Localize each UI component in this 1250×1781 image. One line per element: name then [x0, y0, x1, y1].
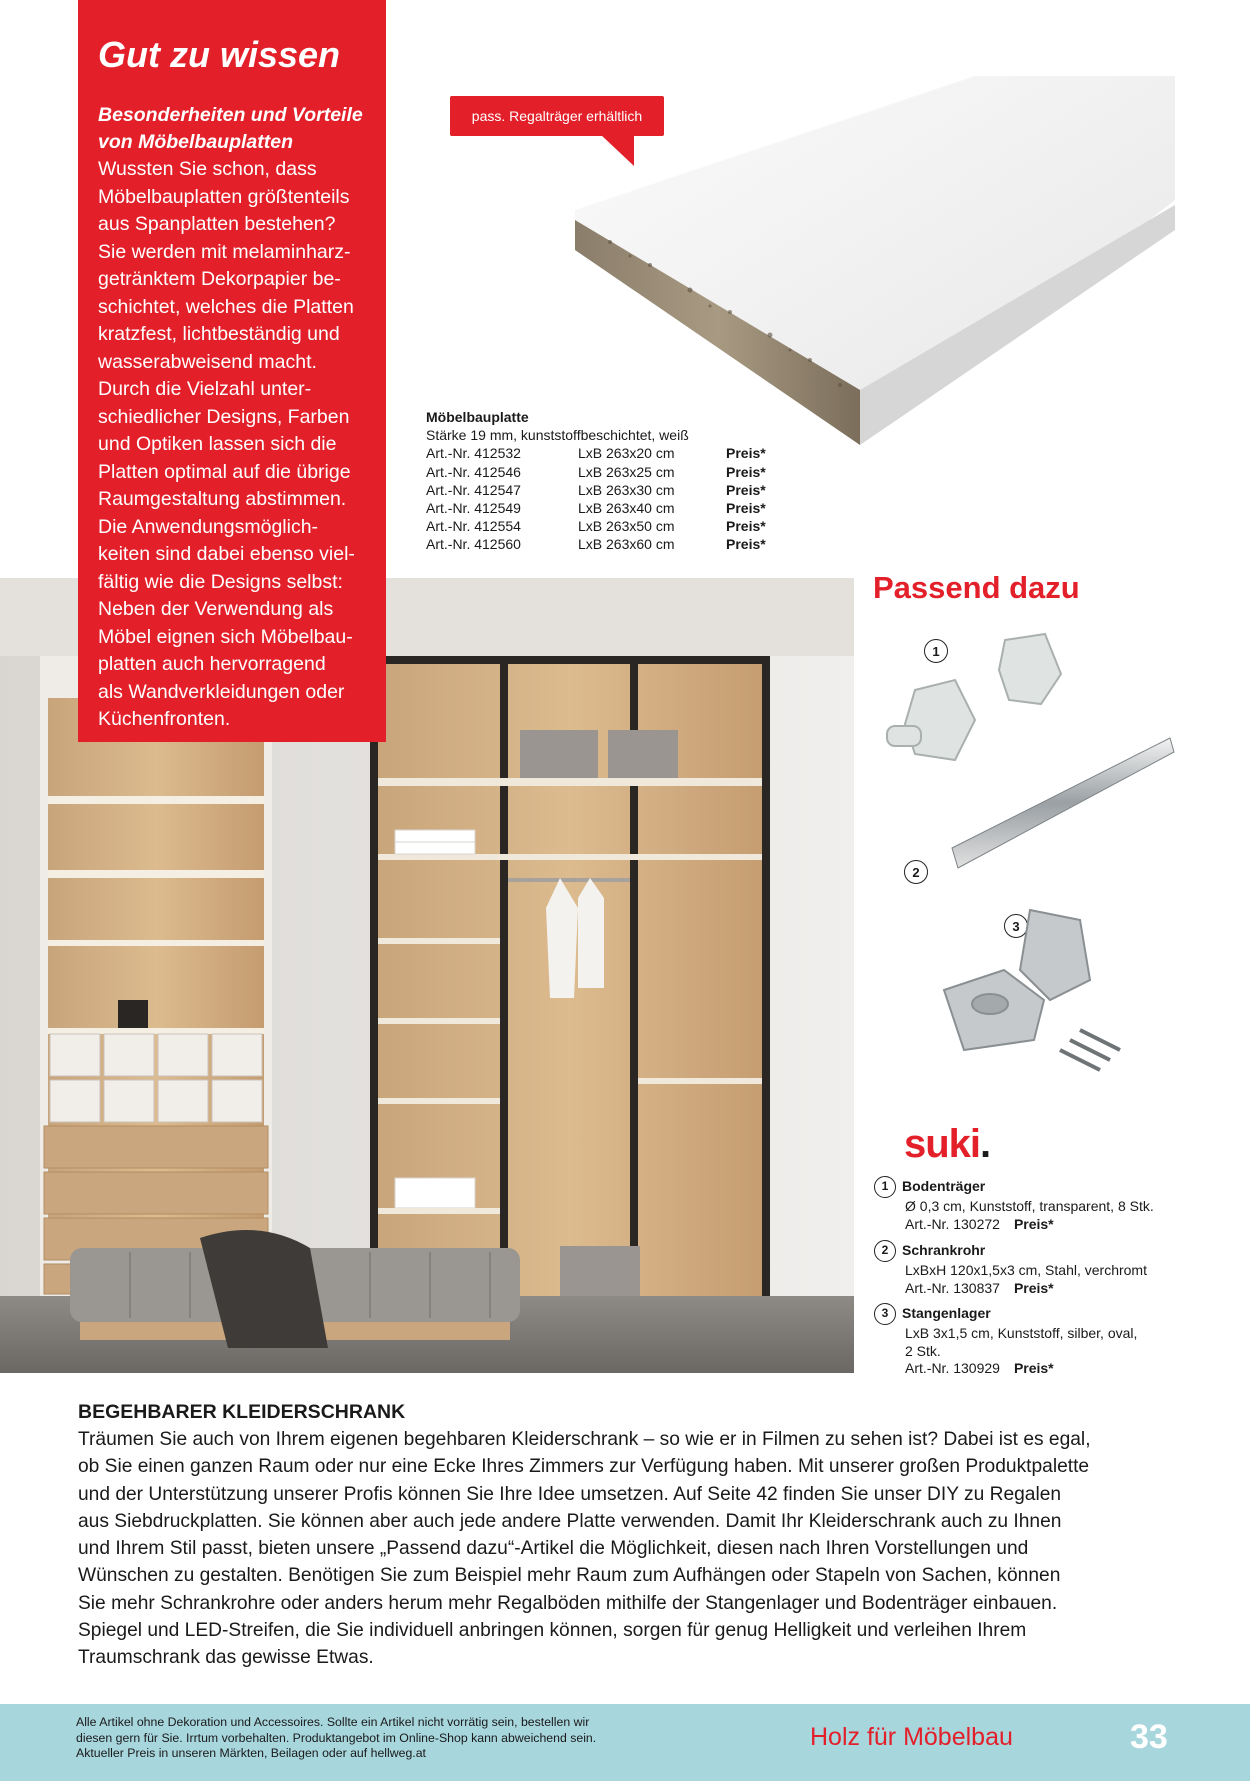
art-number: Art.-Nr. 412532: [426, 445, 521, 462]
item-price: Preis*: [1013, 1279, 1054, 1296]
product-description: Stärke 19 mm, kunststoffbeschichtet, weiß: [426, 427, 689, 444]
tag-pointer: [600, 134, 640, 170]
article-line: Träumen Sie auch von Ihrem eigenen begehbaren Kleiderschrank – so wie er in Filmen zu sehen ist? Dabei ist es egal,: [78, 1429, 1091, 1450]
price: Preis*: [726, 536, 766, 553]
spec-row: [426, 517, 786, 535]
item-name: Stangenlager: [902, 1305, 991, 1322]
size: LxB 263x60 cm: [578, 536, 675, 553]
accessory-item: [874, 1240, 1214, 1297]
marker-3: 3: [1004, 914, 1028, 938]
size: LxB 263x40 cm: [578, 500, 675, 517]
spec-row: [426, 463, 786, 481]
info-box-subtitle: von Möbelbauplatten: [98, 131, 293, 153]
price: Preis*: [726, 445, 766, 462]
item-art-line: [874, 1280, 1214, 1298]
body-line: Küchenfronten.: [98, 708, 231, 730]
size: LxB 263x30 cm: [578, 481, 675, 498]
body-line: Möbel eignen sich Möbelbau-: [98, 625, 353, 648]
article-line: und Ihrem Stil passt, bieten unsere „Passend dazu“-Artikel die Möglichkeit, diesen nach Ihren Vorstellungen und: [78, 1538, 1029, 1560]
body-line: schiedlicher Designs, Farben: [98, 405, 350, 428]
disclaimer-line: Alle Artikel ohne Dekoration und Accessoires. Sollte ein Artikel nicht vorrätig sein, bestellen wir: [76, 1715, 590, 1729]
item-art: Art.-Nr. 130272: [905, 1215, 1000, 1232]
info-box-body: [98, 156, 366, 734]
article-title: BEGEHBARER KLEIDERSCHRANK: [78, 1401, 406, 1423]
item-art: Art.-Nr. 130929: [905, 1360, 1000, 1376]
body-line: und Optiken lassen sich die: [98, 433, 337, 455]
item-price: Preis*: [1013, 1215, 1054, 1232]
article-line: Traumschrank das gewisse Etwas.: [78, 1647, 374, 1669]
wardrobe-rod-image: [948, 728, 1178, 878]
body-line: aus Spanplatten bestehen?: [98, 213, 336, 235]
art-number: Art.-Nr. 412554: [426, 518, 521, 535]
info-box-subtitle: Besonderheiten und Vorteile: [98, 104, 363, 126]
accessory-item: [874, 1303, 1214, 1378]
body-line: wasserabweisend macht.: [98, 350, 317, 373]
item-number: 3: [874, 1303, 896, 1325]
item-desc: LxBxH 120x1,5x3 cm, Stahl, verchromt: [905, 1262, 1147, 1278]
rod-holder-image: [940, 900, 1140, 1100]
article-line: und der Unterstützung unserer Profis können Sie Ihre Idee umsetzen. Auf Seite 42 finden Sie unser DIY zu Regalen: [78, 1483, 1062, 1505]
spec-row: [426, 535, 786, 553]
art-number: Art.-Nr. 412560: [426, 536, 521, 553]
item-name: Schrankrohr: [902, 1242, 986, 1259]
accessory-item: [874, 1176, 1214, 1233]
article-body: [78, 1426, 1178, 1672]
body-line: platten auch hervorragend: [98, 653, 326, 675]
art-number: Art.-Nr. 412546: [426, 463, 521, 480]
size: LxB 263x25 cm: [578, 463, 675, 480]
body-line: Die Anwendungsmöglich-: [98, 515, 319, 538]
article-line: Sie mehr Schrankrohre oder anders herum mehr Regalböden mithilfe der Stangenlager und Bodenträger einbauen.: [78, 1592, 1058, 1614]
body-line: Sie werden mit melaminharz-: [98, 240, 351, 263]
art-number: Art.-Nr. 412547: [426, 481, 521, 498]
body-line: getränktem Dekorpapier be-: [98, 268, 341, 290]
brand-dot: .: [980, 1122, 991, 1166]
marker-1: 1: [924, 639, 948, 663]
item-name: Bodenträger: [902, 1178, 986, 1195]
article-line: Wünschen zu gestalten. Benötigen Sie zum Beispiel mehr Raum zum Aufhängen oder Stapeln von Sachen, können: [78, 1565, 1061, 1587]
size: LxB 263x20 cm: [578, 445, 675, 462]
matching-items-title: Passend dazu: [873, 570, 1080, 605]
body-line: Raumgestaltung abstimmen.: [98, 488, 347, 510]
body-line: Möbelbauplatten größtenteils: [98, 185, 350, 208]
footer-disclaimer: [76, 1715, 696, 1762]
page-number: 33: [1130, 1718, 1168, 1756]
item-desc: LxB 3x1,5 cm, Kunststoff, silber, oval,: [905, 1325, 1138, 1341]
body-line: fältig wie die Designs selbst:: [98, 570, 343, 593]
good-to-know-box: [78, 0, 386, 742]
body-line: Wussten Sie schon, dass: [98, 158, 317, 180]
item-art: Art.-Nr. 130837: [905, 1279, 1000, 1296]
shelf-support-tag: pass. Regalträger erhältlich: [450, 96, 664, 136]
spec-row: [426, 481, 786, 499]
body-line: keiten sind dabei ebenso viel-: [98, 543, 355, 565]
item-number: 1: [874, 1176, 896, 1198]
body-line: Neben der Verwendung als: [98, 598, 334, 620]
disclaimer-line: diesen gern für Sie. Irrtum vorbehalten. Produktangebot im Online-Shop kann abweichend sein.: [76, 1730, 597, 1745]
price: Preis*: [726, 481, 766, 498]
body-line: schichtet, welches die Platten: [98, 295, 354, 318]
footer-category: Holz für Möbelbau: [810, 1723, 1013, 1751]
item-desc: Ø 0,3 cm, Kunststoff, transparent, 8 Stk.: [905, 1198, 1154, 1214]
art-number: Art.-Nr. 412549: [426, 500, 521, 517]
article-line: Spiegel und LED-Streifen, die Sie individuell anbringen können, sorgen für genug Helligkeit und verleihen Ihrem: [78, 1620, 1027, 1642]
disclaimer-line: Aktueller Preis in unseren Märkten, Beilagen oder auf hellweg.at: [76, 1746, 426, 1760]
price: Preis*: [726, 500, 766, 517]
product-name: Möbelbauplatte: [426, 409, 529, 425]
size: LxB 263x50 cm: [578, 518, 675, 535]
article-line: aus Siebdruckplatten. Sie können aber auch jede andere Platte verwenden. Damit Ihr Kleiderschrank auch zu Ihnen: [78, 1510, 1062, 1532]
price: Preis*: [726, 463, 766, 480]
body-line: Durch die Vielzahl unter-: [98, 378, 312, 400]
article-line: ob Sie einen ganzen Raum oder nur eine Ecke Ihres Zimmers zur Verfügung haben. Mit unserer großen Produktpalette: [78, 1456, 1090, 1478]
item-art-line: [874, 1216, 1214, 1234]
price: Preis*: [726, 518, 766, 535]
item-desc: 2 Stk.: [905, 1342, 941, 1359]
spec-row: [426, 499, 786, 517]
body-line: als Wandverkleidungen oder: [98, 680, 345, 703]
item-price: Preis*: [1013, 1360, 1054, 1376]
item-number: 2: [874, 1240, 896, 1262]
info-box-title: Gut zu wissen: [98, 34, 341, 75]
spec-row: [426, 444, 786, 462]
body-line: kratzfest, lichtbeständig und: [98, 323, 340, 345]
product-spec: [426, 408, 786, 554]
body-line: Platten optimal auf die übrige: [98, 460, 351, 483]
marker-2: 2: [904, 860, 928, 884]
suki-logo: [904, 1122, 990, 1167]
brand-name: suki: [904, 1122, 981, 1166]
item-art-line: [874, 1360, 1214, 1378]
